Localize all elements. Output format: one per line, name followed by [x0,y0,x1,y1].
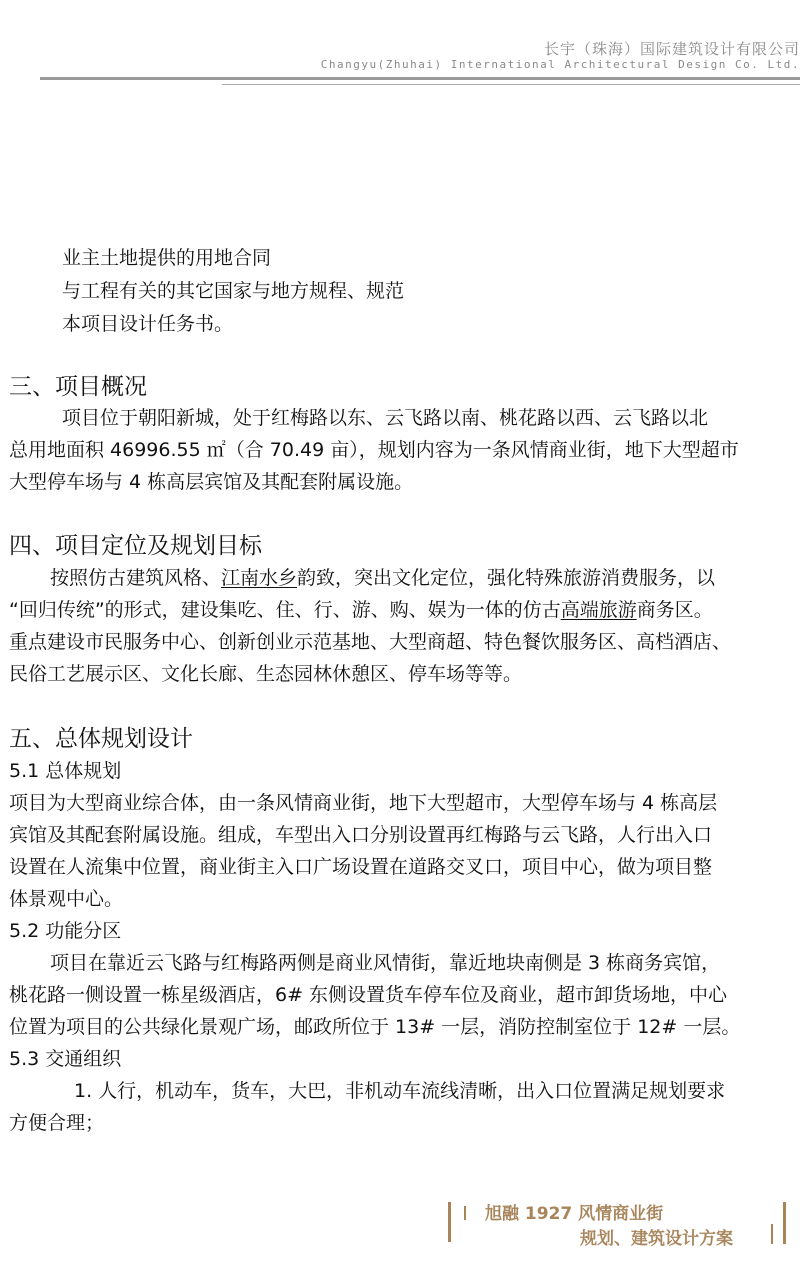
paragraph-line: 重点建设市民服务中心、创新创业示范基地、大型商超、特色餐饮服务区、高档酒店、 [9,631,732,653]
section-heading: 五、总体规划设计 [9,726,193,752]
footer-accent-bar [448,1202,451,1242]
paragraph-line: 大型停车场与 4 栋高层宾馆及其配套附属设施。 [9,471,414,493]
text-span: 按照仿古建筑风格、 [50,567,222,589]
underlined-term: 高端旅游 [560,599,637,621]
paragraph-line: 1. 人行，机动车，货车，大巴，非机动车流线清晰，出入口位置满足规划要求 [74,1080,726,1102]
paragraph-line: 总用地面积 46996.55 ㎡（合 70.49 亩），规划内容为一条风情商业街，地下大型超市 [9,439,739,461]
header-divider [40,77,800,80]
paragraph-line: 桃花路一侧设置一栋星级酒店，6# 东侧设置货车停车位及商业，超市卸货场地，中心 [9,984,728,1006]
paragraph-line: 设置在人流集中位置，商业街主入口广场设置在道路交叉口，项目中心，做为项目整 [9,856,713,878]
basis-item: 业主土地提供的用地合同 [62,247,272,269]
section-heading: 四、项目定位及规划目标 [9,533,262,559]
footer-document-title: 规划、建筑设计方案 [580,1229,733,1249]
basis-item: 与工程有关的其它国家与地方规程、规范 [62,280,405,302]
section-heading: 三、项目概况 [9,374,147,400]
company-name-en: Changyu(Zhuhai) International Architectural Design Co. Ltd. [320,58,800,71]
paragraph-line: 项目位于朝阳新城，处于红梅路以东、云飞路以南、桃花路以西、云飞路以北 [62,407,709,429]
paragraph-line: 民俗工艺展示区、文化长廊、生态园林休憩区、停车场等等。 [9,663,523,685]
paragraph-line: 宾馆及其配套附属设施。组成，车型出入口分别设置再红梅路与云飞路，人行出入口 [9,824,713,846]
basis-item: 本项目设计任务书。 [62,313,234,335]
text-span: 韵致，突出文化定位，强化特殊旅游消费服务，以 [297,567,716,589]
header-divider-thin [222,84,800,85]
paragraph-line: 方便合理； [9,1112,105,1134]
footer-accent-bar [783,1202,786,1244]
company-name-cn: 长宇（珠海）国际建筑设计有限公司 [543,40,800,58]
subsection-title: 5.1 总体规划 [9,760,122,782]
paragraph-line: 项目为大型商业综合体，由一条风情商业街，地下大型超市，大型停车场与 4 栋高层 [9,792,718,814]
paragraph-line: 体景观中心。 [9,888,124,910]
paragraph-line: 项目在靠近云飞路与红梅路两侧是商业风情街，靠近地块南侧是 3 栋商务宾馆， [50,952,721,974]
paragraph-line [50,565,715,591]
paragraph-line [9,597,713,623]
underlined-term: 江南水乡 [221,567,298,589]
paragraph-line: 位置为项目的公共绿化景观广场，邮政所位于 13# 一层，消防控制室位于 12# 一层。 [9,1016,741,1038]
subsection-title: 5.2 功能分区 [9,920,122,942]
subsection-title: 5.3 交通组织 [9,1048,122,1070]
text-span: 商务区。 [636,599,713,621]
footer-project-name: 旭融 1927 风情商业街 [485,1204,664,1224]
text-span: “回归传统”的形式，建设集吃、住、行、游、购、娱为一体的仿古 [9,599,561,621]
footer-accent-bar [464,1206,466,1220]
footer-accent-bar [771,1224,773,1244]
